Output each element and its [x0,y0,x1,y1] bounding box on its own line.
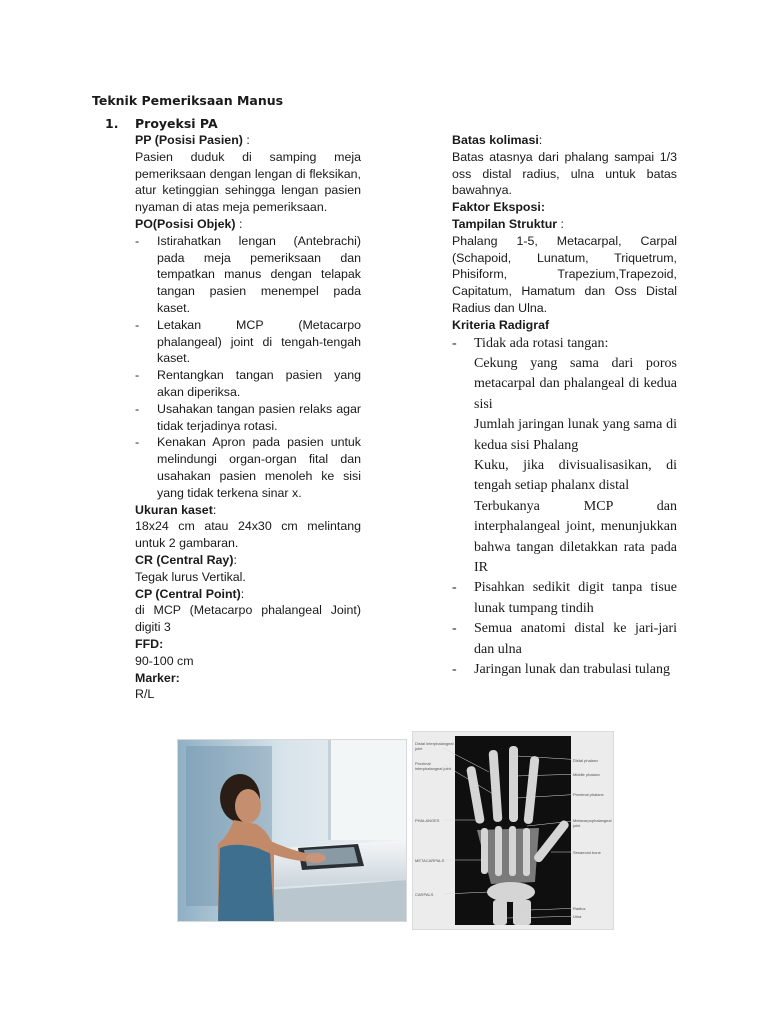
xray-label-middle-phalanx: Middle phalanx [573,772,600,777]
ffd-label: FFD: [135,636,164,651]
list-item-text: Usahakan tangan pasien relaks agar tidak terjadinya rotasi. [157,401,361,433]
section-number: 1. [105,116,119,131]
list-item-text: Istirahatkan lengan (Antebrachi) pada meja pemeriksaan dan tempatkan manus dengan telapak tangan pasien menempel pada kaset. [157,233,361,315]
pp-text: Pasien duduk di samping meja pemeriksaan dengan lengan di fleksikan, atur ketinggian sehingga lengan pasien nyaman di atas meja pemeriksaan. [135,149,361,215]
ukuran-label: Ukuran kaset [135,502,213,517]
list-item-text: Letakan MCP (Metacarpo phalangeal) joint di tengah-tengah kaset. [157,317,361,366]
tampilan-text: Phalang 1-5, Metacarpal, Carpal (Schapoid, Lunatum, Triquetrum, Phisiform, Trapezium,Trapezoid, Capitatum, Hamatum dan Oss Distal Radius dan Ulna. [452,233,677,315]
list-item [135,233,361,317]
kriteria-list [452,334,677,681]
list-item-text: Semua anatomi distal ke jari-jari dan ulna [474,621,677,657]
ukuran-heading: Ukuran kaset: [135,502,217,517]
po-colon: : [235,216,243,231]
section-label: Proyeksi PA [135,116,218,131]
sub-item: Terbukanya MCP dan interphalangeal joint, menunjukkan bahwa tangan diletakkan rata pada IR [474,498,677,576]
tampilan-colon: : [557,216,564,231]
xray-label-radius: Radius [573,906,586,911]
tampilan-label: Tampilan Struktur [452,216,558,231]
cp-label: CP (Central Point) [135,586,241,601]
list-item [452,619,677,660]
sub-item: Cekung yang sama dari poros metacarpal dan phalangeal di kedua sisi [474,355,677,412]
xray-label-distal-phalanx: Distal phalanx [573,758,599,763]
right-column [452,132,677,680]
sub-item: Kuku, jika divisualisasikan, di tengah setiap phalanx distal [474,458,677,494]
xray-label-carpals: CARPALS [415,892,434,897]
batas-heading: Batas kolimasi: [452,133,543,147]
xray-label-pip: Proximal interphalangeal joint [415,761,451,771]
patient-illustration [178,740,406,921]
faktor-label: Faktor Eksposi: [452,200,545,215]
list-item [452,334,677,354]
page-title: Teknik Pemeriksaan Manus [92,93,284,108]
marker-text: R/L [135,687,155,702]
list-item [135,367,361,401]
ffd-text: 90-100 cm [135,653,194,668]
cp-text: di MCP (Metacarpo phalangeal Joint) digiti 3 [135,603,361,635]
xray-label-mcp-joint: Metacarpophalangeal joint [573,818,612,828]
cr-heading: CR (Central Ray): [135,552,237,567]
pp-heading [135,132,361,149]
bullet-dash: - [135,435,140,450]
bullet-dash: - [452,580,457,596]
tampilan-heading [452,216,677,233]
bullet-dash: - [452,621,457,637]
patient-positioning-photo [177,739,407,922]
marker-label: Marker: [135,670,180,685]
hand-xray-figure [412,731,614,930]
list-item-text: Tidak ada rotasi tangan: [474,335,609,351]
pp-colon: : [242,133,250,147]
xray-label-ulna: Ulna [573,914,582,919]
list-item-text: Kenakan Apron pada pasien untuk melindungi organ-organ fital dan usahakan pasien menoleh ke sisi yang tidak terkena sinar x. [157,435,361,500]
xray-label-metacarpals: METACARPALS [415,858,445,863]
xray-label-sesamoid: Sesamoid bone [573,850,601,855]
pp-label: PP (Posisi Pasien) [135,133,243,147]
list-item [135,434,361,501]
ukuran-text: 18x24 cm atau 24x30 cm melintang untuk 2 gambaran. [135,519,361,551]
bullet-dash: - [135,401,140,416]
batas-text: Batas atasnya dari phalang sampai 1/3 oss distal radius, ulna untuk batas bawahnya. [452,149,677,198]
batas-label: Batas kolimasi [452,133,539,147]
list-item [135,317,361,367]
xray-label-phalanges: PHALANGES [415,818,440,823]
list-item [452,578,677,619]
list-item-text: Jaringan lunak dan trabulasi tulang [474,662,670,678]
list-item-text: Rentangkan tangan pasien yang akan diperiksa. [157,368,361,399]
cr-label: CR (Central Ray) [135,552,234,567]
bullet-dash: - [135,317,140,332]
kriteria-label: Kriteria Radigraf [452,317,550,332]
cr-text: Tegak lurus Vertikal. [135,569,246,584]
po-heading [135,216,361,233]
xray-label-dip: Distal interphalangeal joint [415,741,454,751]
xray-label-proximal-phalanx: Proximal phalanx [573,792,604,797]
bullet-dash: - [135,233,140,248]
section-heading [105,116,218,131]
list-item-text: Pisahkan sedikit digit tanpa tisue lunak tumpang tindih [474,580,677,616]
cp-heading: CP (Central Point): [135,586,245,601]
left-column [135,132,361,703]
sub-item: Jumlah jaringan lunak yang sama di kedua sisi Phalang [474,417,677,453]
list-item [135,401,361,435]
bullet-dash: - [452,335,457,351]
bullet-dash: - [452,662,457,678]
list-item [452,660,677,680]
bullet-dash: - [135,368,140,383]
po-label: PO(Posisi Objek) [135,216,236,231]
